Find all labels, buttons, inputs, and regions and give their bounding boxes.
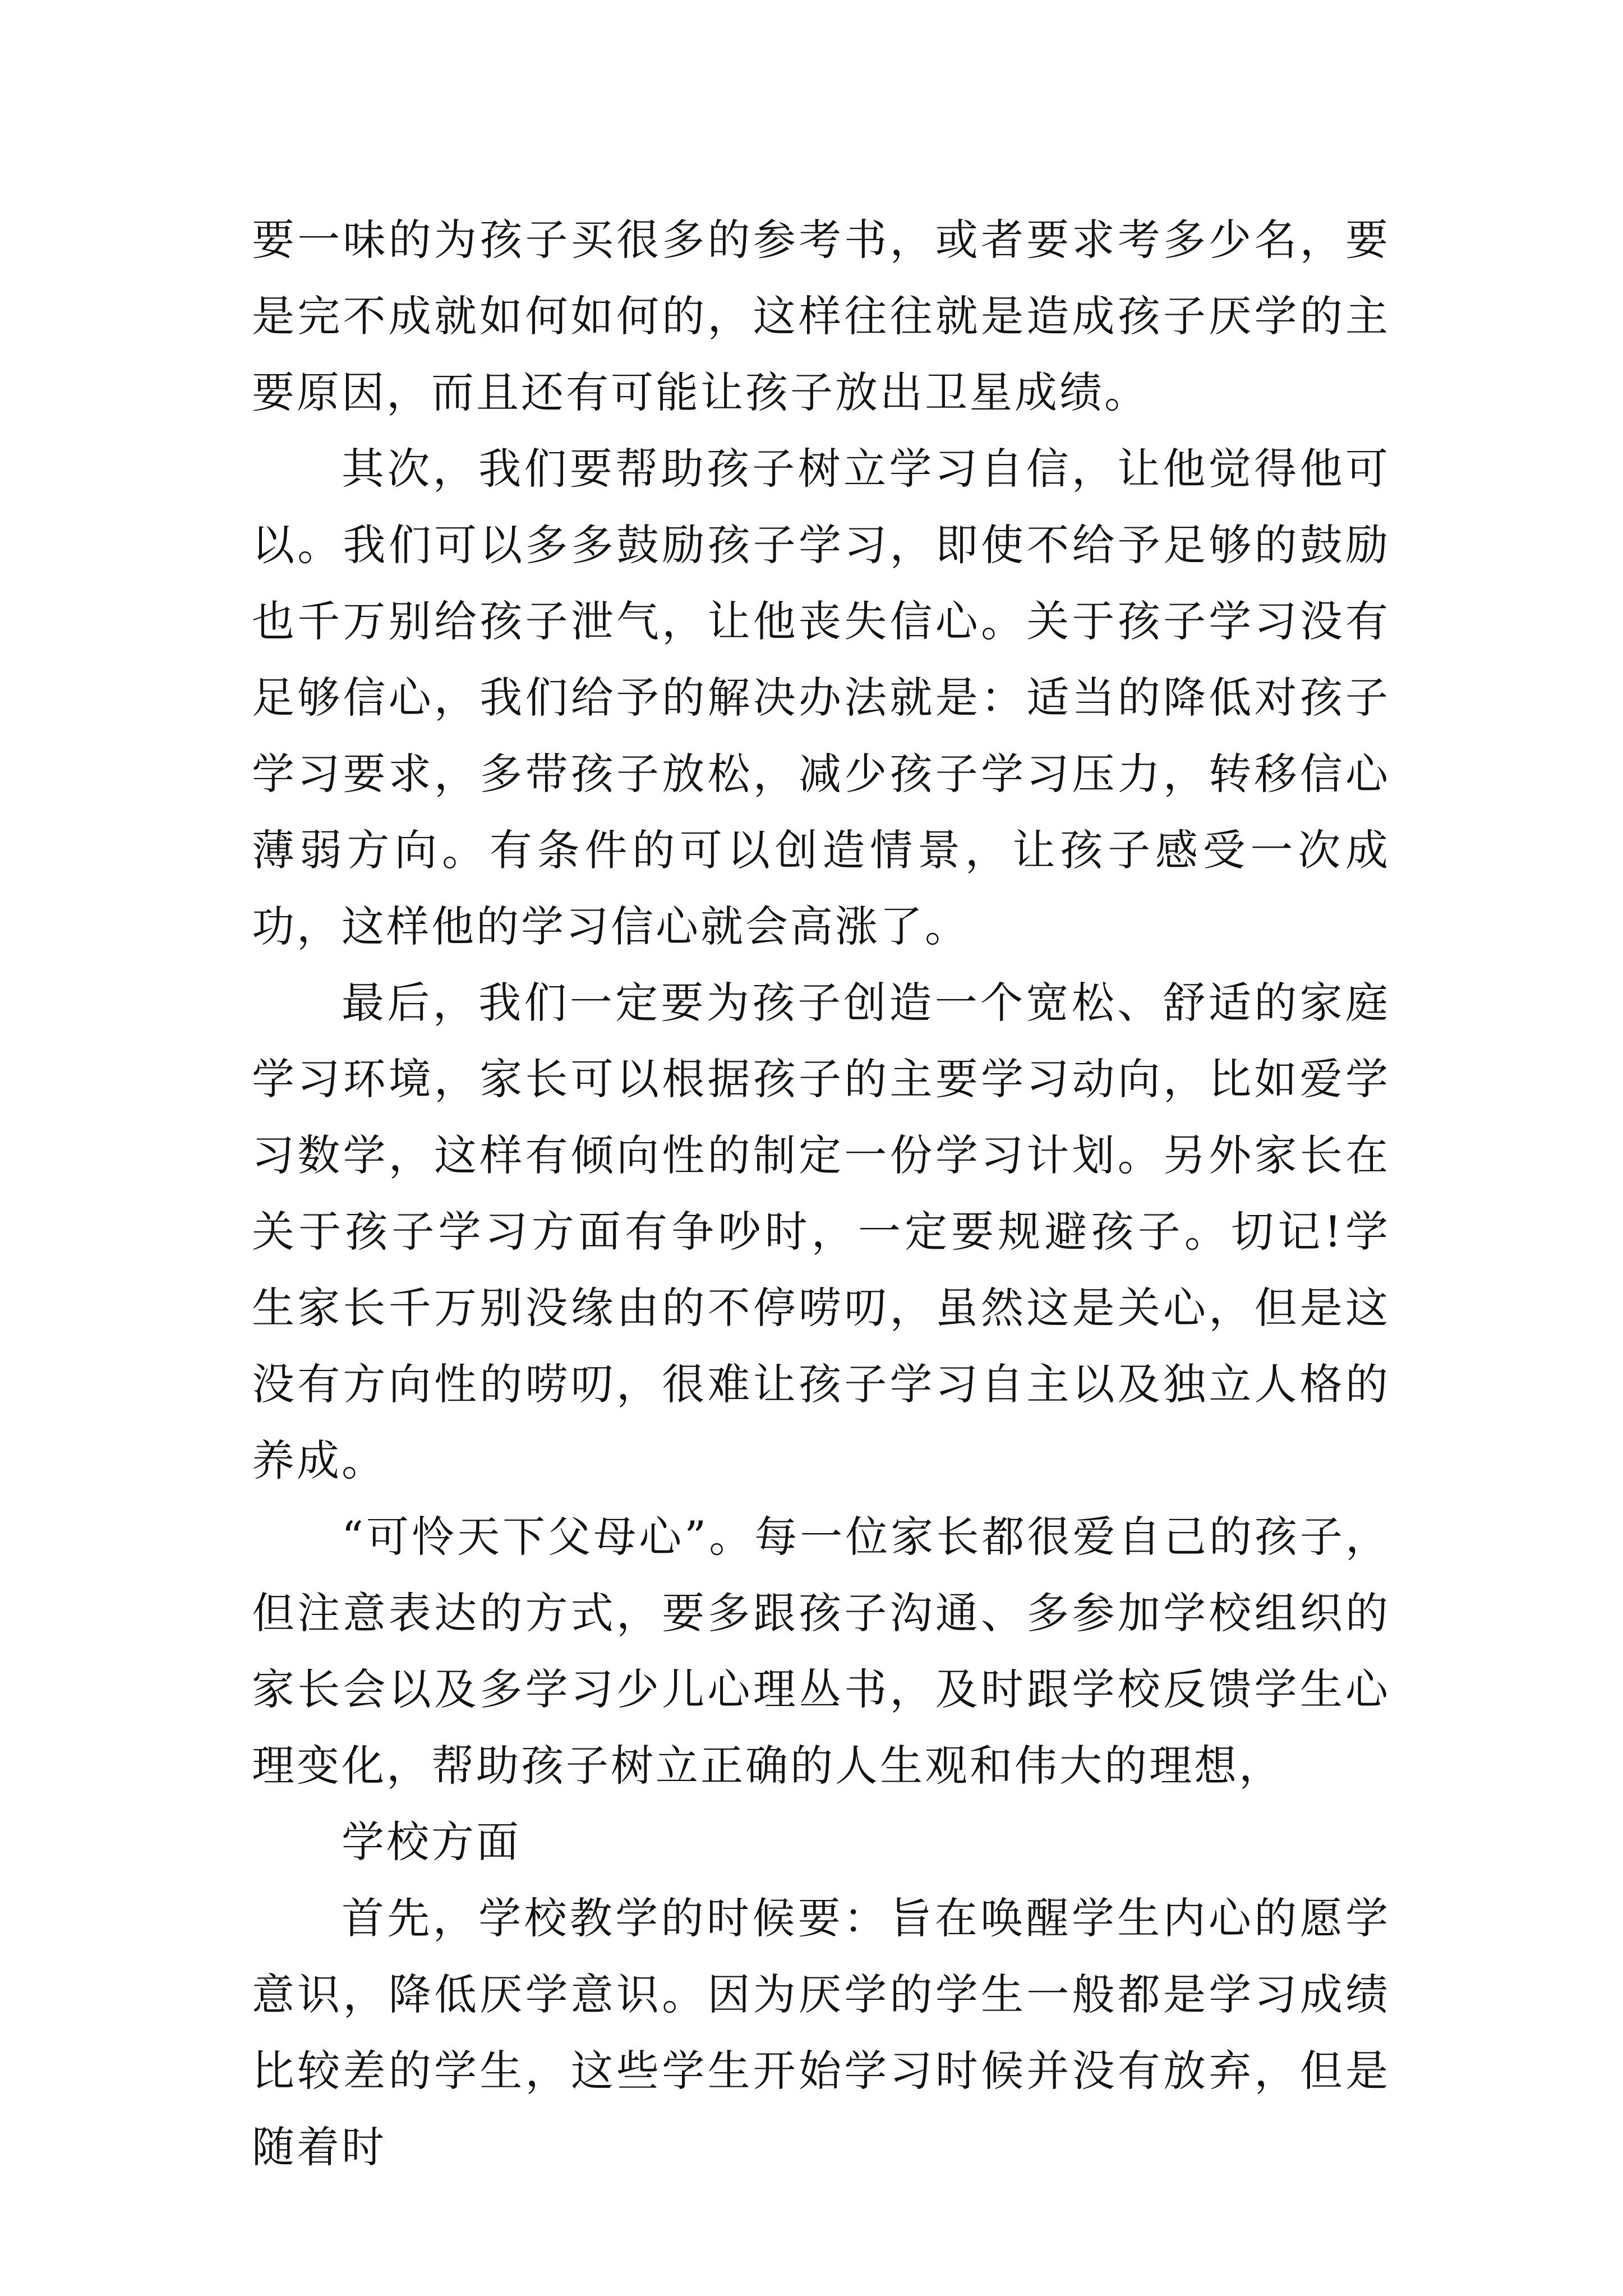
paragraph-5: 首先，学校教学的时候要：旨在唤醒学生内心的愿学意识，降低厌学意识。因为厌学的学生一般都是学习成绩比较差的学生，这些学生开始学习时候并没有放弃，但是随着时 [252, 1893, 1390, 2172]
paragraph-4: “可怜天下父母心”。每一位家长都很爱自己的孩子，但注意表达的方式，要多跟孩子沟通、多参加学校组织的家长会以及多学习少儿心理丛书，及时跟学校反馈学生心理变化，帮助孩子树立正确的人生观和伟大的理想， [252, 1512, 1390, 1791]
paragraph-2: 其次，我们要帮助孩子树立学习自信，让他觉得他可以。我们可以多多鼓励孩子学习，即使不给予足够的鼓励也千万别给孩子泄气，让他丧失信心。关于孩子学习没有足够信心，我们给予的解决办法就是：适当的降低对孩子学习要求，多带孩子放松，减少孩子学习压力，转移信心薄弱方向。有条件的可以创造情景，让孩子感受一次成功，这样他的学习信心就会高涨了。 [252, 444, 1390, 951]
paragraph-3: 最后，我们一定要为孩子创造一个宽松、舒适的家庭学习环境，家长可以根据孩子的主要学习动向，比如爱学习数学，这样有倾向性的制定一份学习计划。另外家长在关于孩子学习方面有争吵时，一定要规避孩子。切记!学生家长千万别没缘由的不停唠叨，虽然这是关心，但是这没有方向性的唠叨，很难让孩子学习自主以及独立人格的养成。 [252, 978, 1390, 1485]
paragraph-1: 要一味的为孩子买很多的参考书，或者要求考多少名，要是完不成就如何如何的，这样往往就是造成孩子厌学的主要原因，而且还有可能让孩子放出卫星成绩。 [252, 215, 1390, 417]
section-heading: 学校方面 [342, 1817, 521, 1867]
document-body [252, 202, 1390, 2185]
